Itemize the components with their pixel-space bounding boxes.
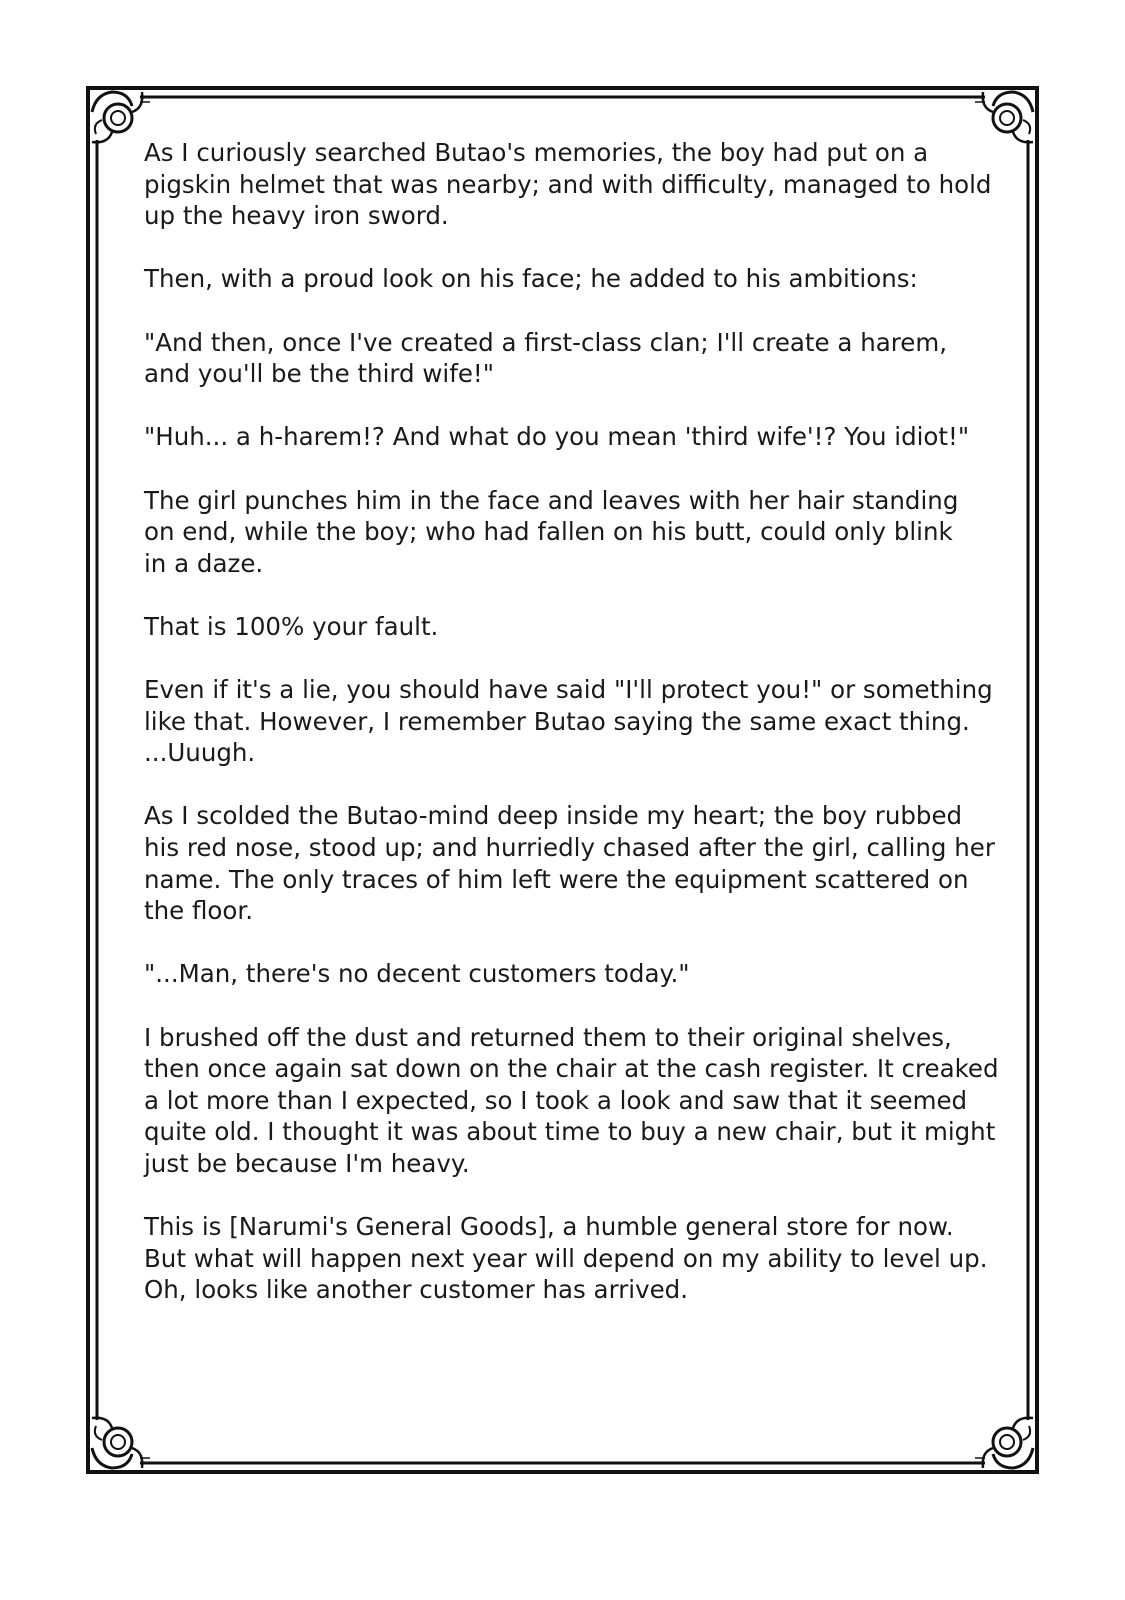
paragraph [144, 674, 993, 769]
text-line: on end, while the boy; who had fallen on his butt, could only blink [144, 517, 953, 547]
text-line: and you'll be the third wife!" [144, 359, 494, 389]
text-line: ...Uuugh. [144, 738, 256, 768]
text-line: a lot more than I expected, so I took a look and saw that it seemed [144, 1085, 968, 1115]
text-line: As I scolded the Butao-mind deep inside my heart; the boy rubbed [144, 801, 963, 831]
text-line: "And then, once I've created a first-class clan; I'll create a harem, [144, 327, 947, 357]
text-line: This is [Narumi's General Goods], a humble general store for now. [144, 1212, 954, 1242]
text-line: in a daze. [144, 548, 264, 578]
paragraph [144, 958, 964, 990]
paragraph [144, 1211, 988, 1306]
text-line: I brushed off the dust and returned them to their original shelves, [144, 1022, 952, 1052]
text-line: The girl punches him in the face and leaves with her hair standing [144, 485, 959, 515]
paragraph [144, 611, 964, 643]
paragraph [144, 327, 964, 390]
body-text [144, 137, 999, 1338]
text-line: Then, with a proud look on his face; he added to his ambitions: [144, 264, 918, 294]
text-line: quite old. I thought it was about time to buy a new chair, but it might [144, 1117, 996, 1147]
text-line: "Huh... a h-harem!? And what do you mean 'third wife'!? You idiot!" [144, 422, 970, 452]
text-line: pigskin helmet that was nearby; and with difficulty, managed to hold [144, 169, 992, 199]
paragraph [144, 800, 995, 926]
text-line: his red nose, stood up; and hurriedly chased after the girl, calling her [144, 833, 995, 863]
paragraph [144, 263, 964, 295]
paragraph [144, 137, 992, 232]
text-line: That is 100% your fault. [144, 611, 439, 641]
text-line: the floor. [144, 896, 254, 926]
text-line: name. The only traces of him left were the equipment scattered on [144, 864, 969, 894]
text-line: like that. However, I remember Butao saying the same exact thing. [144, 706, 970, 736]
text-line: Even if it's a lie, you should have said "I'll protect you!" or something [144, 675, 993, 705]
scroll-flourish-icon [983, 1418, 1033, 1468]
text-line: "...Man, there's no decent customers today." [144, 959, 690, 989]
text-line: just be because I'm heavy. [144, 1149, 470, 1178]
text-line: then once again sat down on the chair at the cash register. It creaked [144, 1054, 999, 1084]
text-line: But what will happen next year will depend on my ability to level up. [144, 1243, 988, 1273]
text-line: As I curiously searched Butao's memories, the boy had put on a [144, 138, 929, 167]
paragraph [144, 421, 970, 453]
text-line: up the heavy iron sword. [144, 201, 449, 231]
text-line: Oh, looks like another customer has arrived. [144, 1275, 689, 1305]
scroll-flourish-icon [983, 92, 1033, 142]
scroll-flourish-icon [92, 92, 142, 142]
paragraph [144, 1022, 999, 1180]
paragraph [144, 485, 964, 580]
scroll-flourish-icon [92, 1418, 142, 1468]
